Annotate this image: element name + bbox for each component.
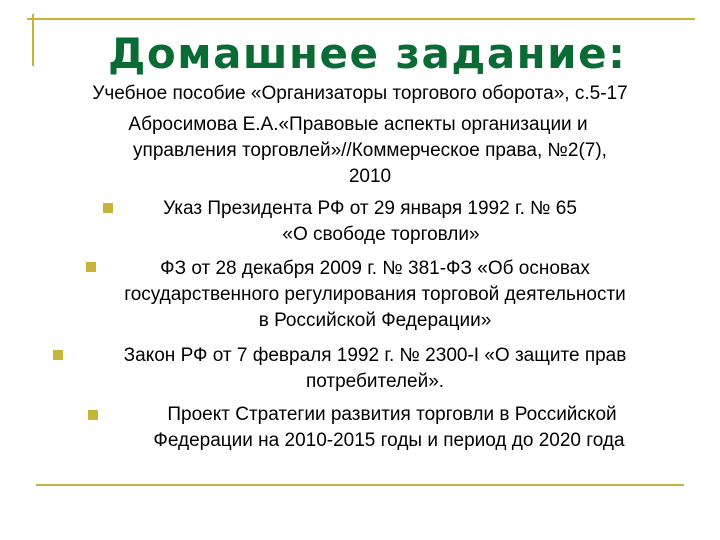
- list-item-line: управления торговлей»//Коммерческое права, №2(7),: [133, 140, 607, 161]
- list-item-line: Федерации на 2010-2015 годы и период до 2020 года: [153, 430, 625, 451]
- bottom-divider-line: [36, 484, 684, 486]
- list-item-line: 2010: [348, 166, 392, 187]
- list-item: [60, 256, 690, 334]
- list-item-line: ФЗ от 28 декабря 2009 г. № 381-ФЗ «Об основах: [160, 258, 590, 279]
- list-item-line: Абросимова Е.А.«Правовые аспекты организации и: [128, 114, 588, 135]
- top-divider-line: [27, 18, 695, 20]
- list-item-line: Закон РФ от 7 февраля 1992 г. № 2300-I «О защите прав: [123, 345, 627, 366]
- list-item-line: Учебное пособие «Организаторы торгового оборота», с.5-17: [92, 83, 628, 104]
- list-item-line: Проект Стратегии развития торговли в Российской: [167, 404, 617, 425]
- list-item: [40, 81, 680, 107]
- list-item: [70, 112, 670, 190]
- slide-title: Домашнее задание:: [108, 29, 627, 78]
- list-item-line: «О свободе торговли»: [282, 224, 480, 245]
- list-item-line: государственного регулирования торговой деятельности: [124, 284, 626, 305]
- list-item-line: Указ Президента РФ от 29 января 1992 г. № 65: [163, 198, 577, 219]
- list-item: [60, 343, 690, 395]
- list-item: [80, 402, 680, 454]
- list-item-line: потребителей».: [305, 371, 445, 392]
- list-item-line: в Российской Федерации»: [258, 310, 492, 331]
- list-item: [110, 196, 630, 248]
- left-divider-line: [32, 14, 34, 66]
